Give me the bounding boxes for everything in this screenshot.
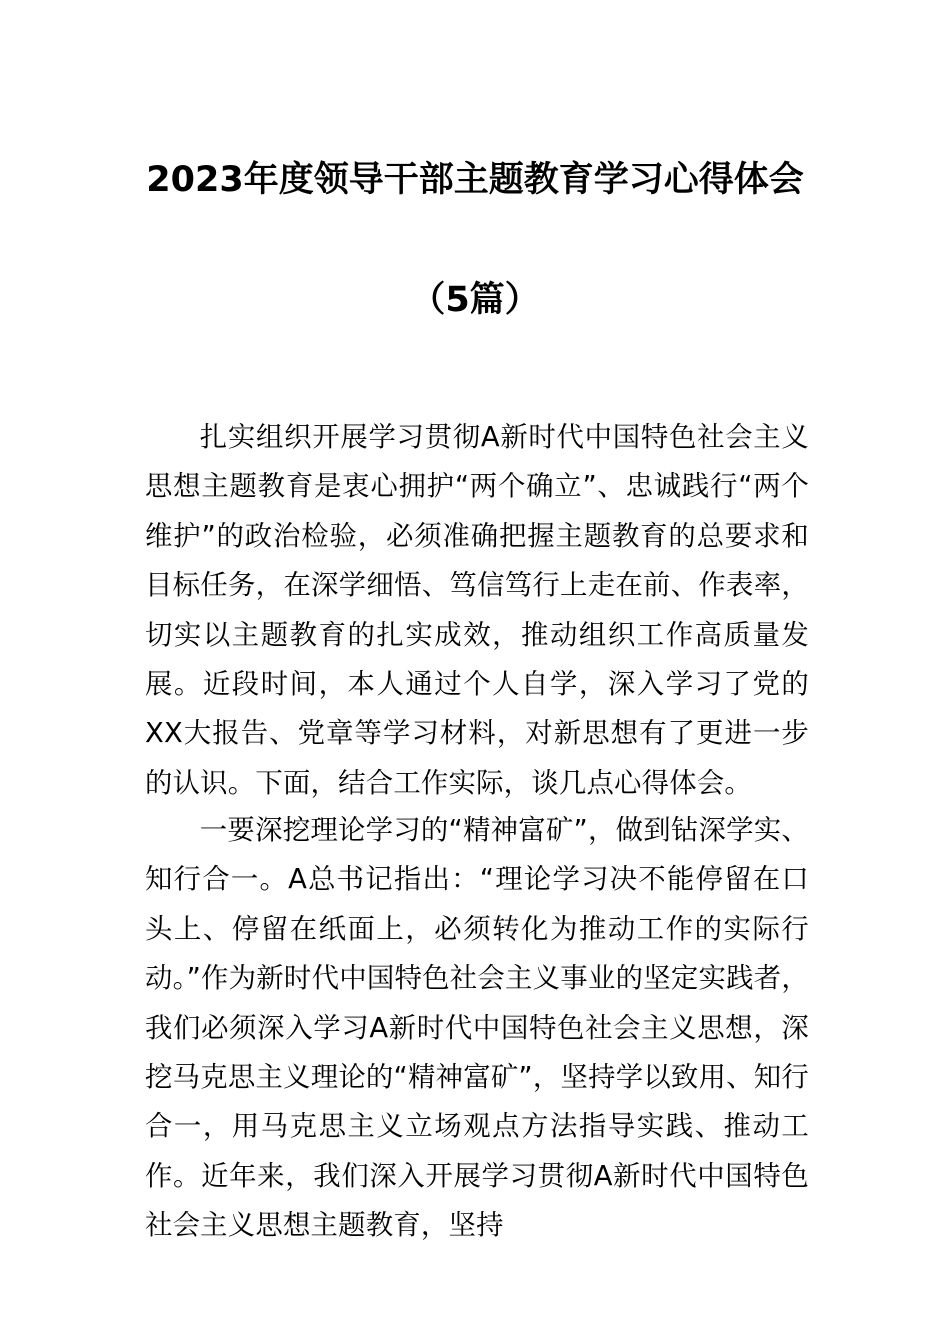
body-paragraph-1-block bbox=[145, 413, 809, 808]
document-subtitle: （5篇） bbox=[410, 280, 540, 320]
body-paragraph: 一要深挖理论学习的“精神富矿”，做到钻深学实、知行合一。A总书记指出：“理论学习决不能停留在口头上、停留在纸面上，必须转化为推动工作的实际行动。”作为新时代中国特色社会主义事业的坚定实践者，我们必须深入学习A新时代中国特色社会主义思想，深挖马克思主义理论的“精神富矿”，坚持学以致用、知行合一，用马克思主义立场观点方法指导实践、推动工作。近年来，我们深入开展学习贯彻A新时代中国特色社会主义思想主题教育，坚持 bbox=[145, 815, 809, 1242]
body-paragraph: 扎实组织开展学习贯彻A新时代中国特色社会主义思想主题教育是衷心拥护“两个确立”、忠诚践行“两个维护”的政治检验，必须准确把握主题教育的总要求和目标任务，在深学细悟、笃信笃行上走在前、作表率，切实以主题教育的扎实成效，推动组织工作高质量发展。近段时间，本人通过个人自学，深入学习了党的XX大报告、党章等学习材料，对新思想有了更进一步的认识。下面，结合工作实际，谈几点心得体会。 bbox=[145, 422, 809, 799]
document-title: 2023年度领导干部主题教育学习心得体会 bbox=[146, 160, 804, 200]
body-paragraph-2-block bbox=[145, 806, 809, 1251]
